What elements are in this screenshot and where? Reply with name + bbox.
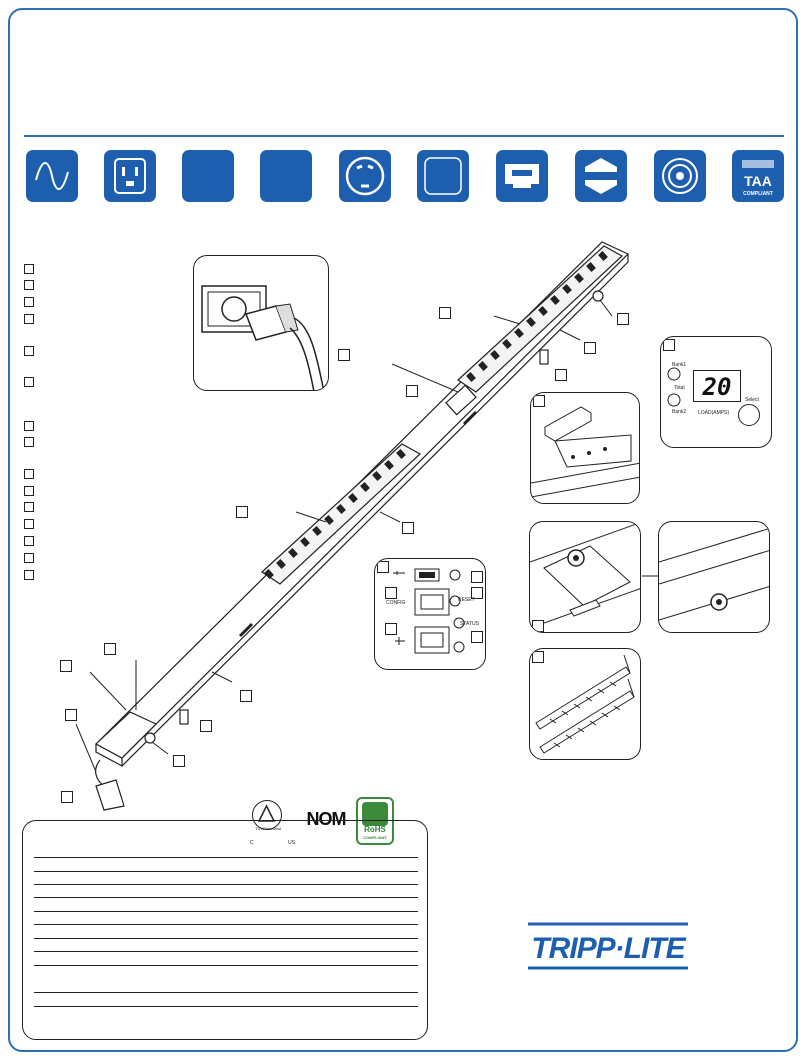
taa-label: TAA xyxy=(744,173,772,189)
spec-line xyxy=(34,857,418,858)
bracket-detail-panel xyxy=(530,392,640,504)
callout-box xyxy=(532,651,544,663)
callout-box xyxy=(617,313,629,325)
tuv-label: TÜVRheinland xyxy=(255,826,282,831)
callout-box xyxy=(471,571,483,583)
spec-line xyxy=(34,911,418,912)
rohs-label: RoHS xyxy=(364,825,386,834)
bracket-illustration xyxy=(531,393,640,504)
callout-box xyxy=(439,307,451,319)
callout-box xyxy=(385,587,397,599)
ground-lug-panel xyxy=(529,521,641,633)
callout-box xyxy=(377,561,389,573)
callout-box xyxy=(533,395,545,407)
nom-certification-mark: NOM xyxy=(306,809,346,829)
spec-line xyxy=(34,992,418,993)
callout-box xyxy=(60,660,72,672)
callout-box xyxy=(385,623,397,635)
ground-screw-illustration xyxy=(659,522,770,633)
port-illustration xyxy=(375,559,486,670)
callout-box xyxy=(471,631,483,643)
bank1-label: Bank1 xyxy=(672,362,687,368)
cable-manager-illustration xyxy=(530,649,641,760)
callout-box xyxy=(65,709,77,721)
callout-box xyxy=(104,643,116,655)
callout-box xyxy=(555,369,567,381)
spec-line xyxy=(34,897,418,898)
port-detail-panel xyxy=(374,558,486,670)
status-led-label: STATUS xyxy=(460,621,479,627)
spec-line xyxy=(34,951,418,952)
rohs-compliant-label: COMPLIANT xyxy=(363,835,387,840)
cable-manager-panel xyxy=(529,648,641,760)
taa-sub-label: COMPLIANT xyxy=(743,191,773,197)
spec-line xyxy=(34,1006,418,1007)
config-port-label: CONFIG xyxy=(386,600,406,606)
select-button[interactable] xyxy=(738,404,760,426)
spec-line xyxy=(34,938,418,939)
callout-box xyxy=(532,620,544,632)
tuv-c-label: C xyxy=(250,840,254,846)
callout-box xyxy=(663,339,675,351)
bank2-label: Bank2 xyxy=(672,409,687,415)
tripp-lite-logo xyxy=(528,918,688,974)
spec-line xyxy=(34,924,418,925)
select-label: Select xyxy=(745,397,759,403)
callout-box xyxy=(240,690,252,702)
plug-detail-panel xyxy=(193,255,329,391)
load-display: 20 xyxy=(693,370,741,402)
locking-plug-illustration xyxy=(194,256,329,391)
ground-lug-illustration xyxy=(530,522,641,633)
callout-box xyxy=(402,522,414,534)
bank-leds xyxy=(664,362,687,415)
tuv-us-label: US xyxy=(288,840,295,846)
spec-line xyxy=(34,884,418,885)
reset-button-label: RESET xyxy=(458,597,475,603)
spec-line xyxy=(34,965,418,966)
load-amps-label: LOAD(AMPS) xyxy=(698,410,730,416)
callout-box xyxy=(406,385,418,397)
ground-screw-panel xyxy=(658,521,770,633)
brand-name: TRIPP·LITE xyxy=(531,932,685,965)
specifications-box xyxy=(22,820,428,1040)
callout-box xyxy=(173,755,185,767)
spec-line xyxy=(34,871,418,872)
callout-box xyxy=(200,720,212,732)
callout-box xyxy=(236,506,248,518)
callout-box xyxy=(61,791,73,803)
total-label: Total xyxy=(674,385,685,391)
callout-box xyxy=(338,349,350,361)
callout-box xyxy=(584,342,596,354)
